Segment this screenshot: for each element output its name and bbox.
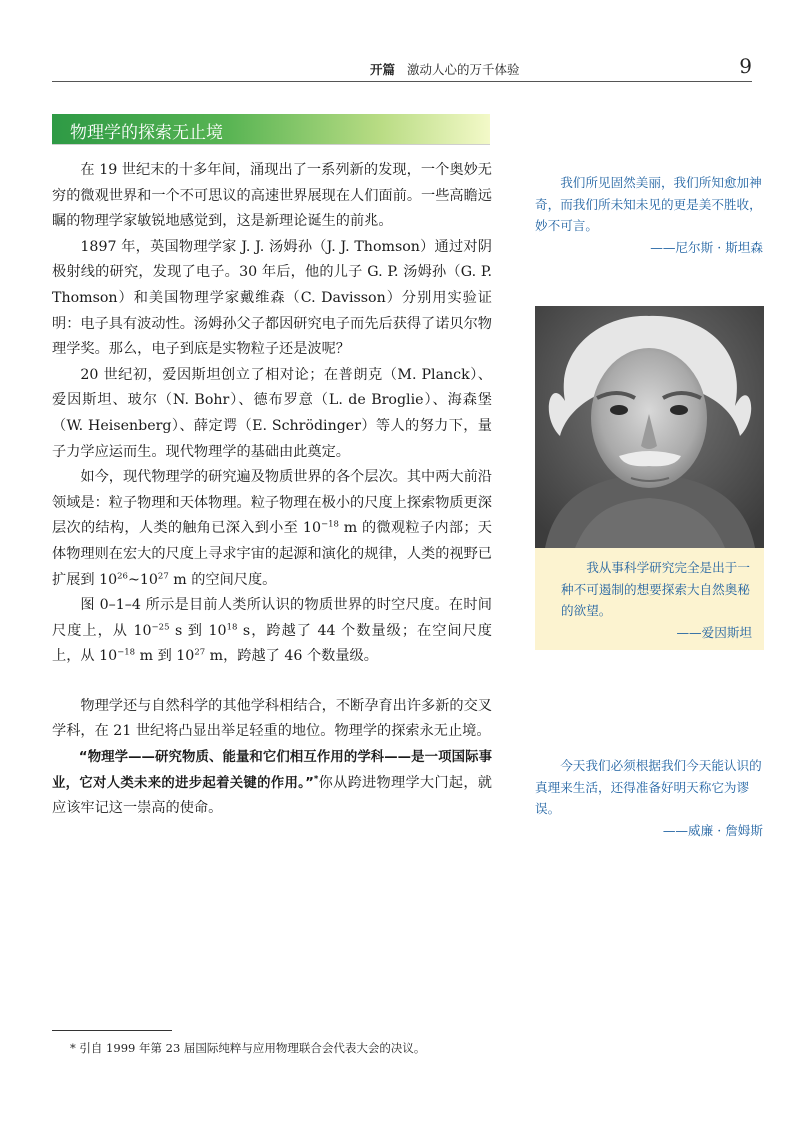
footnote-rule: [52, 1030, 172, 1031]
quote-text: 我们所见固然美丽，我们所知愈加神奇，而我们所未知未见的更是美不胜收，妙不可言。: [535, 175, 762, 233]
text-run: 你从跨进物理学大门起，就应该牢记这一崇高的使命。: [52, 774, 492, 817]
quote-author: ——尼尔斯 · 斯坦森: [650, 239, 763, 255]
paragraph: [52, 593, 492, 670]
text-run: 图 0–1–4 所示是目前人类所认识的物质世界的时空尺度。在时间尺度上，从 10: [52, 597, 492, 639]
main-text: [52, 158, 492, 822]
section-banner: [52, 114, 490, 145]
header-rule: [52, 81, 752, 82]
chapter-title: 激动人心的万千体验: [407, 62, 520, 77]
exponent: −18: [320, 519, 339, 530]
text-run: m 的空间尺度。: [168, 571, 277, 588]
footnote-mark: *: [313, 774, 319, 785]
einstein-portrait-image: [535, 306, 764, 548]
page-header: [52, 54, 752, 82]
portrait-illustration: [535, 306, 764, 548]
running-header: [370, 60, 520, 78]
paragraph: 20 世纪初，爱因斯坦创立了相对论；在普朗克（M. Planck）、爱因斯坦、玻尔（N. Bohr）、德布罗意（L. de Broglie）、海森堡（W. Heisenberg）、薛定谔（E. Schrödinger）等人的努力下，量子力学应运而生。现代物理学的基础由此奠定。: [52, 366, 492, 460]
text-run: m 到 10: [135, 648, 195, 665]
page-number: 9: [739, 54, 752, 78]
side-quote-einstein: [535, 548, 764, 643]
chapter-label: 开篇: [370, 62, 396, 77]
side-quote-stensen: [535, 172, 763, 258]
section-title: 物理学的探索无止境: [70, 123, 223, 143]
paragraph: 物理学还与自然科学的其他学科相结合，不断孕育出许多新的交叉学科，在 21 世纪将凸显出举足轻重的地位。物理学的探索永无止境。: [52, 697, 492, 740]
footnote: * 引自 1999 年第 23 届国际纯粹与应用物理联合会代表大会的决议。: [70, 1041, 426, 1055]
text-run: m 的微观粒子内部；天体物理则在宏大的尺度上寻求宇宙的起源和演化的规律，人类的视野已扩展到 10: [52, 520, 492, 588]
quote-text: 今天我们必须根据我们今天能认识的真理来生活，还得准备好明天称它为谬误。: [535, 758, 762, 816]
exponent: 18: [226, 621, 238, 632]
side-quote-james: [535, 755, 763, 841]
paragraph: 1897 年，英国物理学家 J. J. 汤姆孙（J. J. Thomson）通过对阴极射线的研究，发现了电子。30 年后，他的儿子 G. P. 汤姆孙（G. P. Thomson）和美国物理学家戴维森（C. Davisson）分别用实验证明：电子具有波动性。汤姆孙父子都因研究电子而先后获得了诺贝尔物理学奖。那么，电子到底是实物粒子还是波呢？: [52, 238, 492, 358]
quote-author: ——威廉 · 詹姆斯: [662, 822, 763, 838]
portrait-caption: [535, 548, 764, 650]
text-run: s 到 10: [169, 622, 227, 639]
exponent: −25: [151, 621, 170, 632]
exponent: 27: [157, 570, 169, 581]
quote-author: ——爱因斯坦: [676, 624, 752, 640]
paragraph: [52, 465, 492, 593]
text-run: m，跨越了 46 个数量级。: [205, 648, 378, 665]
exponent: −18: [117, 647, 136, 658]
exponent: 26: [117, 570, 128, 581]
bold-quote: “物理学——研究物质、能量和它们相互作用的学科——是一项国际事业，它对人类未来的进步起着关键的作用。”: [52, 750, 492, 791]
text-run: s，跨越了 44 个数量级；在空间尺度上，从 10: [52, 622, 492, 665]
paragraph-emphasis: [52, 745, 492, 822]
quote-text: 我从事科学研究完全是出于一种不可遏制的想要探索大自然奥秘的欲望。: [561, 560, 750, 618]
text-run: 如今，现代物理学的研究遍及物质世界的各个层次。其中两大前沿领域是：粒子物理和天体物理。粒子物理在极小的尺度上探索物质更深层次的结构，人类的触角已深入到小至 10: [52, 469, 492, 537]
text-run: ~10: [127, 571, 158, 588]
exponent: 27: [194, 647, 206, 658]
paragraph: 在 19 世纪末的十多年间，涌现出了一系列新的发现，一个奥妙无穷的微观世界和一个不可思议的高速世界展现在人们面前。一些高瞻远瞩的物理学家敏锐地感觉到，这是新理论诞生的前兆。: [52, 162, 492, 230]
